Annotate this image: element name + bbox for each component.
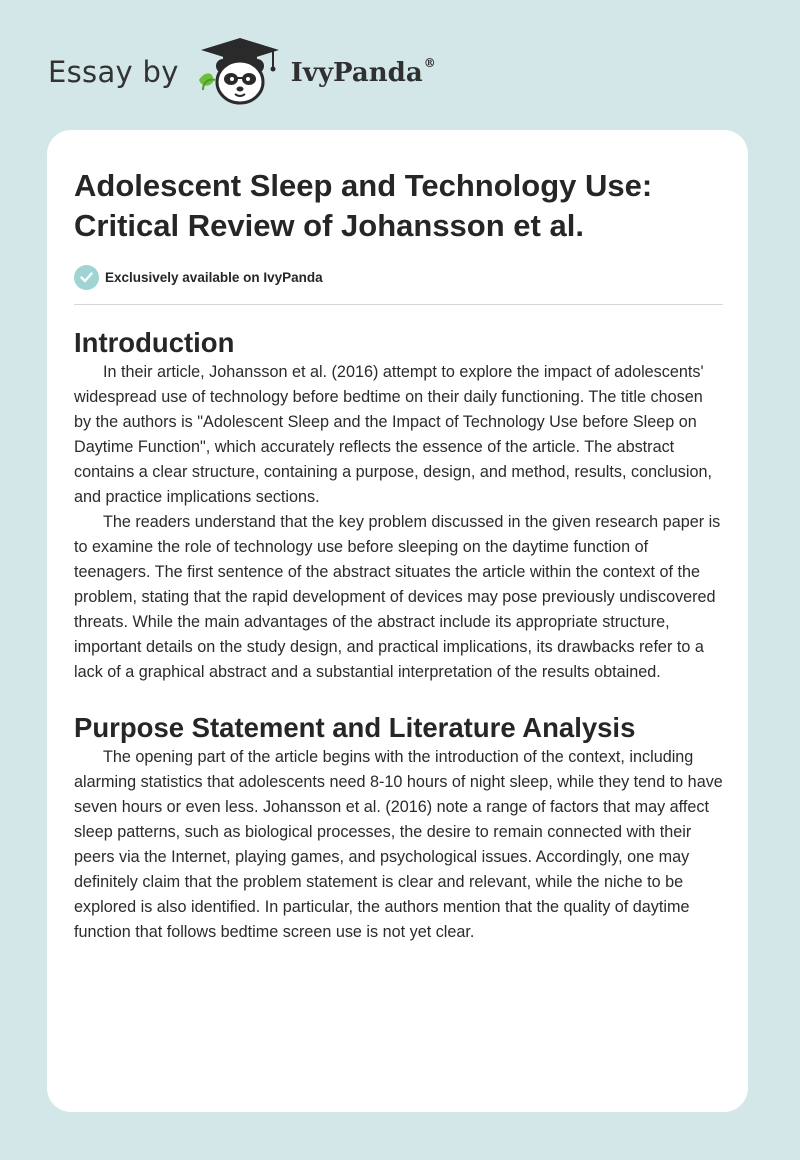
essay-card	[47, 130, 748, 1112]
divider	[74, 304, 723, 305]
registered-mark: ®	[423, 56, 436, 70]
panda-graduate-logo-icon[interactable]	[193, 36, 287, 108]
essay-by-label: Essay by	[48, 55, 179, 89]
paragraph: In their article, Johansson et al. (2016) attempt to explore the impact of adolescents' widespread use of technology before bedtime on their daily functioning. The title chosen by the authors is "Adolescent Sleep and the Impact of Technology Use before Sleep on Daytime Function", which accurately reflects the essence of the article. The abstract contains a clear structure, containing a purpose, design, and method, results, conclusion, and practice implications sections.	[74, 363, 712, 506]
site-header	[48, 36, 436, 108]
essay-content	[74, 130, 723, 945]
essay-title: Adolescent Sleep and Technology Use: Critical Review of Johansson et al.	[74, 168, 653, 243]
check-icon	[74, 265, 99, 290]
section-heading-introduction: Introduction	[74, 327, 235, 358]
exclusive-notice	[74, 264, 723, 290]
paragraph: The opening part of the article begins with the introduction of the context, including alarming statistics that adolescents need 8-10 hours of night sleep, while they tend to have seven hours or even less. Johansson et al. (2016) note a range of factors that may affect sleep patterns, such as biological processes, the desire to remain connected with their peers via the Internet, playing games, and psychological issues. Accordingly, one may definitely claim that the problem statement is clear and relevant, while the niche to be explored is also identified. In particular, the authors mention that the quality of daytime function that follows bedtime screen use is not yet clear.	[74, 748, 723, 941]
brand-name[interactable]: IvyPanda®	[290, 56, 436, 88]
section-heading-purpose-statement: Purpose Statement and Literature Analysis	[74, 712, 636, 743]
paragraph: The readers understand that the key problem discussed in the given research paper is to examine the role of technology use before sleeping on the daytime function of teenagers. The first sentence of the abstract situates the article within the context of the problem, stating that the rapid development of devices may pose previously undiscovered threats. While the main advantages of the abstract include its appropriate structure, important details on the study design, and practical implications, its drawbacks refer to a lack of a graphical abstract and a substantial interpretation of the results obtained.	[74, 513, 721, 681]
exclusive-label: Exclusively available on IvyPanda	[105, 269, 323, 285]
